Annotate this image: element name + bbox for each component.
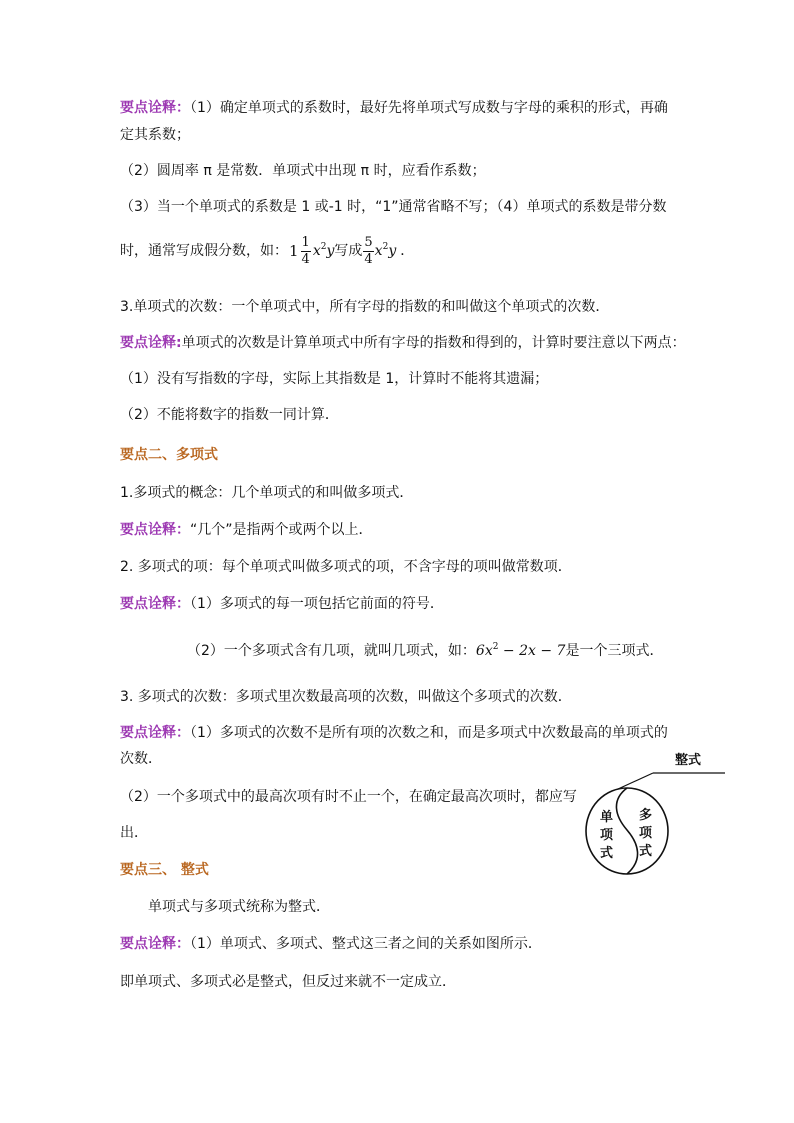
diagram-mono-char1: 单 <box>600 810 614 825</box>
improper-fraction-den: 4 <box>364 251 373 267</box>
mono-degree-explain <box>120 334 686 352</box>
diagram-poly-char1: 多 <box>639 808 653 823</box>
poly-var: x <box>484 643 493 659</box>
expr-var-x: x <box>312 243 321 259</box>
integral-explain-text: （1）单项式、多项式、整式这三者之间的关系如图所示． <box>190 936 542 952</box>
poly-concept-explain <box>120 521 373 539</box>
diagram-leader-line <box>618 773 653 789</box>
section-heading-polynomial: 要点二、多项式 <box>120 447 218 463</box>
mixed-whole: 1 <box>289 242 299 260</box>
diagram-label-whole: 整式 <box>675 753 702 768</box>
diagram-poly-char2: 项 <box>639 826 653 841</box>
expr-exp: 2 <box>320 242 327 252</box>
improper-fraction-num: 5 <box>364 234 373 250</box>
mixed-fraction-num: 1 <box>301 234 310 250</box>
poly-rest: − 2x − 7 <box>498 643 566 659</box>
key-point-label: 要点诠释： <box>120 100 190 116</box>
key-point-label: 要点诠释： <box>120 725 190 741</box>
poly-term-explain2-suffix: 是一个三项式． <box>565 643 664 659</box>
mixed-suffix: ． <box>400 243 415 259</box>
key-point-label: 要点诠释： <box>120 522 190 538</box>
mono-degree-point2: （2）不能将数字的指数一同计算． <box>120 407 339 423</box>
poly-degree-explain-line2: 次数． <box>120 751 162 767</box>
poly-degree-explain-text: （1）多项式的次数不是所有项的次数之和，而是多项式中次数最高的单项式的 <box>190 725 668 741</box>
poly-term-explain2-prefix: （2）一个多项式含有几项，就叫几项式，如： <box>187 643 476 659</box>
diagram-mono-char2: 项 <box>600 828 614 843</box>
key-point-label: 要点诠释: <box>120 335 182 351</box>
poly-concept-explain-text: “几个”是指两个或两个以上． <box>190 522 373 538</box>
poly-coef: 6 <box>475 643 485 659</box>
mixed-prefix: 时，通常写成假分数，如： <box>120 243 288 259</box>
diagram-poly-char3: 式 <box>639 844 653 859</box>
poly-degree-explain2-line1: （2）一个多项式中的最高次项有时不止一个，在确定最高次项时，都应写 <box>120 789 577 805</box>
coef-explain-pi: （2）圆周率 π 是常数．单项式中出现 π 时，应看作系数； <box>120 163 486 179</box>
coef-explain-one: （3）当一个单项式的系数是 1 或-1 时，“1”通常省略不写；（4）单项式的系数是带分数 <box>120 199 667 215</box>
poly-term-explain2 <box>187 642 663 660</box>
coef-explain-mixed <box>120 234 414 268</box>
expr-var-x-2: x <box>374 243 383 259</box>
poly-degree-explain2-line2: 出． <box>120 825 148 841</box>
poly-degree: 3. 多项式的次数：多项式里次数最高项的次数，叫做这个多项式的次数． <box>120 689 572 705</box>
poly-term-explain-text: （1）多项式的每一项包括它前面的符号． <box>190 596 444 612</box>
mixed-mid: 写成 <box>334 243 363 259</box>
mixed-fraction-den: 4 <box>301 251 310 267</box>
coef-explain-line2: 定其系数； <box>120 127 190 143</box>
poly-term: 2. 多项式的项：每个单项式叫做多项式的项，不含字母的项叫做常数项． <box>120 559 572 575</box>
expr-x2y-2 <box>375 242 397 260</box>
poly-exp: 2 <box>492 642 499 652</box>
mixed-number <box>289 235 312 268</box>
expr-x2y-1 <box>313 242 335 260</box>
integral-conclusion: 即单项式、多项式必是整式，但反过来就不一定成立． <box>120 974 456 990</box>
poly-degree-explain-line1 <box>120 724 668 742</box>
coef-explain-text1: （1）确定单项式的系数时，最好先将单项式写成数与字母的乘积的形式，再确 <box>190 100 668 116</box>
diagram-divider-curve <box>616 788 637 874</box>
mono-degree-explain-text: 单项式的次数是计算单项式中所有字母的指数和得到的，计算时要注意以下两点： <box>181 335 686 351</box>
key-point-label: 要点诠释： <box>120 936 190 952</box>
section-heading-integral: 要点三、 整式 <box>120 862 209 878</box>
key-point-label: 要点诠释： <box>120 596 190 612</box>
mono-degree-def: 3.单项式的次数：一个单项式中，所有字母的指数的和叫做这个单项式的次数． <box>120 299 610 315</box>
integral-explain <box>120 935 542 953</box>
improper-fraction <box>363 235 373 268</box>
coef-explain-line1 <box>120 99 668 117</box>
mono-degree-point1: （1）没有写指数的字母，实际上其指数是 1，计算时不能将其遗漏； <box>120 371 549 387</box>
integral-definition: 单项式与多项式统称为整式． <box>148 899 330 915</box>
expr-exp-2: 2 <box>382 242 389 252</box>
expr-var-y: y <box>326 243 335 259</box>
poly-term-explain <box>120 595 444 613</box>
diagram-mono-char3: 式 <box>600 846 614 861</box>
poly-example <box>476 643 566 659</box>
poly-concept: 1.多项式的概念：几个单项式的和叫做多项式． <box>120 485 414 501</box>
expr-var-y-2: y <box>388 243 397 259</box>
integral-relation-diagram <box>575 744 725 884</box>
mixed-fraction <box>301 235 311 268</box>
